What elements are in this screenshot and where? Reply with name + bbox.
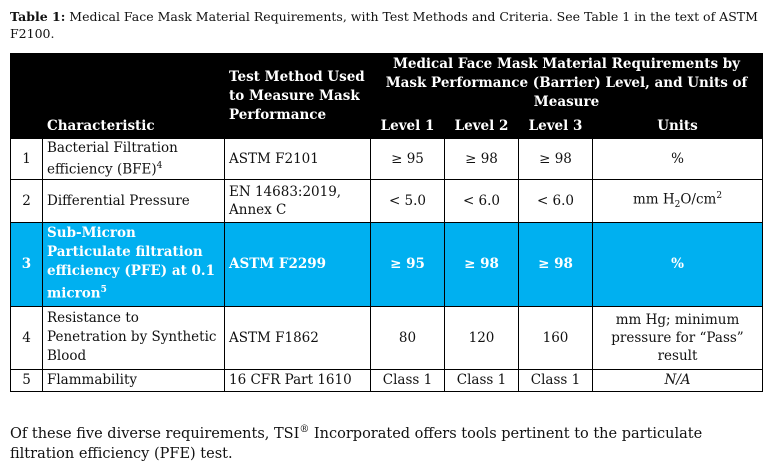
row-method: 16 CFR Part 1610 (225, 369, 371, 391)
caption-label: Table 1: (10, 9, 66, 24)
row-level2: ≥ 98 (445, 139, 519, 180)
requirements-table (10, 53, 763, 392)
row-method: EN 14683:2019, Annex C (225, 179, 371, 222)
row-units: mm Hg; minimum pressure for “Pass” result (593, 306, 763, 369)
table-caption (10, 8, 760, 42)
row-level2: 120 (445, 306, 519, 369)
row-units: % (593, 222, 763, 306)
row-characteristic: Bacterial Filtration efficiency (BFE)$^4$ (43, 139, 225, 180)
table-row (11, 139, 763, 180)
row-units: % (593, 139, 763, 180)
row-level3: Class 1 (519, 369, 593, 391)
row-number: 4 (11, 306, 43, 369)
row-level1: ≥ 95 (371, 222, 445, 306)
row-level1: Class 1 (371, 369, 445, 391)
header-test-method: Test Method Used to Measure Mask Performance (225, 54, 371, 139)
table-row (11, 306, 763, 369)
row-number: 1 (11, 139, 43, 180)
row-level2: < 6.0 (445, 179, 519, 222)
header-characteristic: Characteristic (43, 54, 225, 139)
row-level3: ≥ 98 (519, 139, 593, 180)
row-number: 2 (11, 179, 43, 222)
row-level1: < 5.0 (371, 179, 445, 222)
table-row-highlighted (11, 222, 763, 306)
header-num (11, 54, 43, 139)
table-row (11, 369, 763, 391)
table-row (11, 179, 763, 222)
footer-note: Of these five diverse requirements, TSI® Incorporated offers tools pertinent to the particulate filtration efficiency (PFE) test. (10, 424, 703, 462)
row-characteristic: Flammability (43, 369, 225, 391)
row-method: ASTM F2101 (225, 139, 371, 180)
row-units: N/A (593, 369, 763, 391)
caption-text: Medical Face Mask Material Requirements, with Test Methods and Criteria. See Table 1 in the text of ASTM F2100. (10, 9, 758, 41)
row-method: ASTM F1862 (225, 306, 371, 369)
header-level1: Level 1 (371, 114, 445, 139)
row-level3: ≥ 98 (519, 222, 593, 306)
row-characteristic: Resistance to Penetration by Synthetic Blood (43, 306, 225, 369)
row-level3: < 6.0 (519, 179, 593, 222)
row-units: mm $H_2O/cm^2$ (593, 179, 763, 222)
row-number: 3 (11, 222, 43, 306)
row-level1: ≥ 95 (371, 139, 445, 180)
row-method: ASTM F2299 (225, 222, 371, 306)
row-characteristic: Sub-Micron Particulate filtration efficiency (PFE) at 0.1 micron$^5$ (43, 222, 225, 306)
header-level3: Level 3 (519, 114, 593, 139)
header-level2: Level 2 (445, 114, 519, 139)
row-level2: Class 1 (445, 369, 519, 391)
row-characteristic: Differential Pressure (43, 179, 225, 222)
row-level3: 160 (519, 306, 593, 369)
header-units: Units (593, 114, 763, 139)
row-level1: 80 (371, 306, 445, 369)
row-number: 5 (11, 369, 43, 391)
row-level2: ≥ 98 (445, 222, 519, 306)
header-requirements: Medical Face Mask Material Requirements by Mask Performance (Barrier) Level, and Units of Measure (371, 54, 763, 114)
